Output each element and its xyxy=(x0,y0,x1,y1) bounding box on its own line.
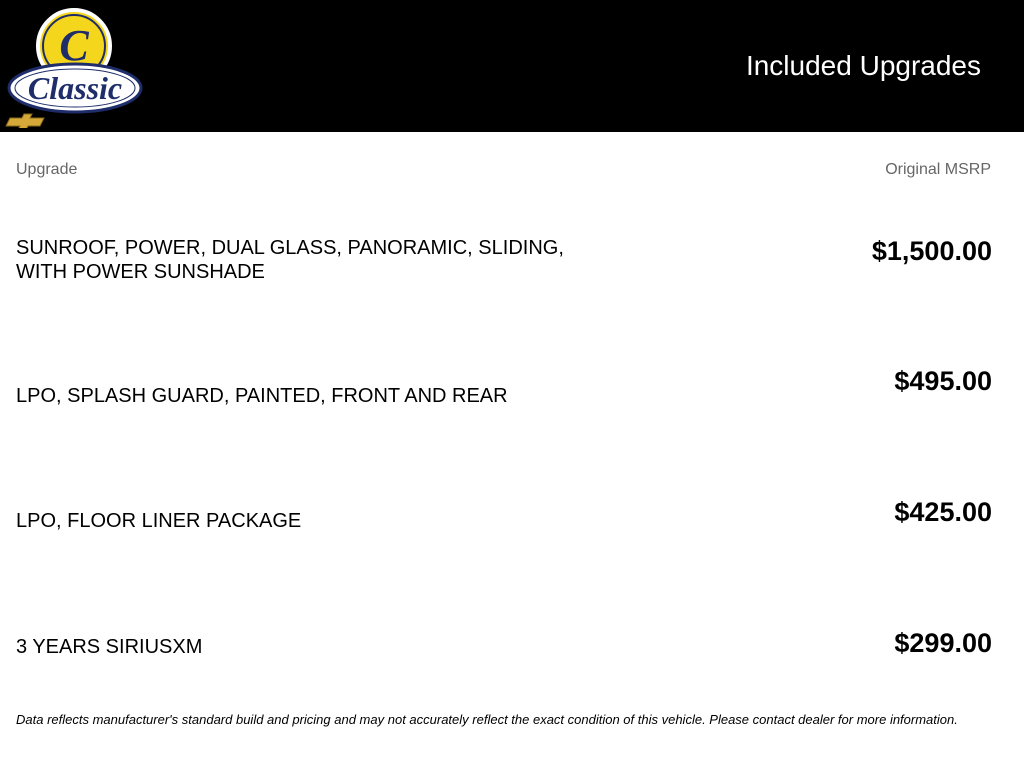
upgrade-row xyxy=(0,366,1024,408)
classic-logo-icon xyxy=(4,4,148,128)
logo-letter: C xyxy=(59,21,89,70)
upgrade-name: LPO, FLOOR LINER PACKAGE xyxy=(16,510,302,532)
page-title: Included Upgrades xyxy=(745,50,981,81)
upgrade-row xyxy=(0,236,1024,282)
upgrade-name: SUNROOF, POWER, DUAL GLASS, PANORAMIC, SLIDING, WITH POWER SUNSHADE xyxy=(16,237,564,283)
upgrade-price: $425.00 xyxy=(894,497,992,527)
upgrade-column-header: Upgrade xyxy=(16,161,78,178)
upgrade-row xyxy=(0,497,1024,533)
chevrolet-bowtie-icon xyxy=(6,114,44,128)
logo-wordmark: Classic xyxy=(27,70,123,106)
upgrade-name: LPO, SPLASH GUARD, PAINTED, FRONT AND REAR xyxy=(16,385,508,407)
upgrade-name: 3 YEARS SIRIUSXM xyxy=(16,636,203,658)
dealer-logo xyxy=(4,4,148,128)
header-bar xyxy=(0,0,1024,132)
upgrade-price: $495.00 xyxy=(894,366,992,396)
upgrade-row xyxy=(0,628,1024,659)
disclaimer-text: Data reflects manufacturer's standard build and pricing and may not accurately reflect the exact condition of this vehicle. Please contact dealer for more information. xyxy=(16,712,958,727)
upgrade-price: $299.00 xyxy=(894,628,992,658)
upgrade-price: $1,500.00 xyxy=(871,236,992,266)
msrp-column-header: Original MSRP xyxy=(885,161,991,178)
